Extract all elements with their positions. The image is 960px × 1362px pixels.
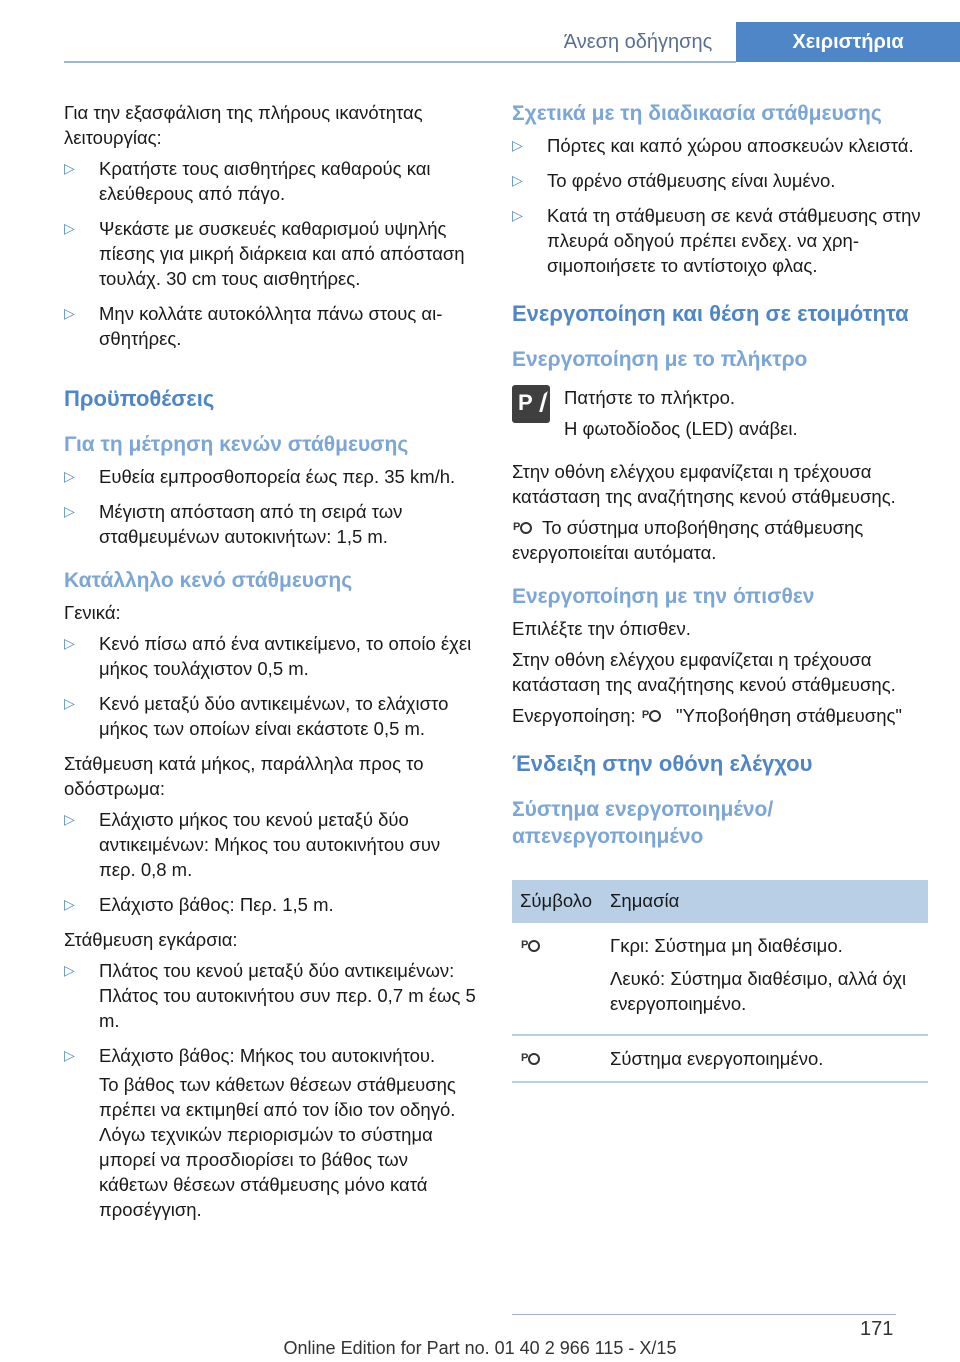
column-header-meaning: Σημασία: [602, 880, 928, 923]
triangle-bullet-icon: ▷: [512, 207, 523, 223]
triangle-bullet-icon: ▷: [64, 160, 75, 176]
led-instruction: Η φωτοδίοδος (LED) ανάβει.: [564, 418, 798, 439]
list-item: ▷ Μέγιστη απόσταση από τη σειρά των σταθμευμένων αυτοκινήτων: 1,5 m.: [64, 501, 403, 547]
select-reverse-text: Επιλέξτε την όπισθεν.: [512, 618, 691, 639]
parallel-list: [64, 807, 478, 917]
list-item: ▷ Ελάχιστο βάθος: Περ. 1,5 m.: [64, 894, 334, 915]
table-cell-meaning: Γκρι: Σύστημα μη διαθέσιμο. Λευκό: Σύστημα διαθέσιμο, αλλά όχι ενεργοποιημένο.: [602, 923, 928, 1035]
press-instruction: Πατήστε το πλήκτρο.: [564, 387, 736, 408]
heading-display: Ένδειξη στην οθόνη ελέγχου: [512, 751, 813, 776]
header-rule: [64, 61, 736, 63]
table-cell-meaning: Σύστημα ενεργοποιημένο.: [602, 1035, 928, 1082]
page-header: [0, 0, 960, 62]
triangle-bullet-icon: ▷: [64, 811, 75, 827]
heading-measurement: Για τη μέτρηση κενών στάθμευσης: [64, 433, 409, 456]
display-status-text: Στην οθόνη ελέγχου εμφανίζεται η τρέχουσα κατάσταση της αναζήτησης κενού στάθμευσης.: [512, 461, 896, 507]
park-assist-button-icon: P: [512, 385, 550, 423]
triangle-bullet-icon: ▷: [64, 896, 75, 912]
list-item: ▷ Ελάχιστο βάθος: Μήκος του αυτοκινήτου.: [64, 1045, 436, 1066]
table-cell-symbol: [512, 923, 602, 1035]
header-section: Άνεση οδήγησης: [563, 31, 713, 53]
triangle-bullet-icon: ▷: [64, 468, 75, 484]
list-item: ▷ Μην κολλάτε αυτοκόλλητα πάνω στους αισθητήρες.: [64, 303, 443, 349]
triangle-bullet-icon: ▷: [64, 503, 75, 519]
list-item: ▷ Ελάχιστο μήκος του κενού μεταξύ δύο αντικειμένων: Μήκος του αυτοκινήτου συν περ. 0,8 m.: [64, 809, 441, 880]
triangle-bullet-icon: ▷: [64, 220, 75, 236]
heading-activation: Ενεργοποίηση και θέση σε ετοιμότητα: [512, 301, 909, 326]
right-column: [512, 100, 932, 1083]
table-cell-symbol: [512, 1035, 602, 1082]
column-header-symbol: Σύμβολο: [512, 880, 602, 923]
perpendicular-list: [64, 958, 478, 1068]
park-assist-symbol-icon: P: [520, 935, 544, 955]
heading-button-activation: Ενεργοποίηση με το πλήκτρο: [512, 348, 808, 371]
perpendicular-note: Το βάθος των κάθετων θέσεων στάθμευσης πρέπει να εκτιμηθεί από τον ίδιο τον οδηγό. Λόγω τεχνικών περιορισμών το σύστημα μπορεί να προσδιορίσει το βάθος των κάθετων θέσεων στάθμευσης μόνο κατά προσέγγιση.: [99, 1074, 456, 1220]
triangle-bullet-icon: ▷: [64, 1047, 75, 1063]
measure-list: [64, 464, 478, 549]
general-label: Γενικά:: [64, 602, 121, 623]
park-assist-symbol-icon: P: [512, 517, 536, 537]
list-item: ▷ Ψεκάστε με συσκευές καθαρισμού υψηλής πίεσης για μικρή διάρκεια και από απόσταση τουλάχ. 30 cm τους αισθητήρες.: [64, 218, 465, 289]
table-row: [512, 923, 928, 1035]
triangle-bullet-icon: ▷: [512, 172, 523, 188]
auto-activation-text: P Το σύστημα υποβοήθησης στάθμευσης ενεργοποιείται αυτόματα.: [512, 517, 864, 563]
list-item: ▷ Πόρτες και καπό χώρου αποσκευών κλειστά.: [512, 135, 914, 156]
heading-parking-procedure: Σχετικά με τη διαδικασία στάθμευσης: [512, 102, 882, 125]
parallel-label: Στάθμευση κατά μήκος, παράλληλα προς το οδόστρωμα:: [64, 753, 424, 799]
symbol-table: [512, 880, 928, 1083]
triangle-bullet-icon: ▷: [64, 635, 75, 651]
park-assist-active-symbol-icon: P: [520, 1048, 544, 1068]
heading-system-state: Σύστημα ενεργοποιημένο/ απενεργοποιημένο: [512, 798, 774, 848]
list-item: ▷ Ευθεία εμπροσθοπορεία έως περ. 35 km/h.: [64, 466, 456, 487]
header-chapter: Χειριστήρια: [736, 22, 960, 62]
list-item: ▷ Κενό μεταξύ δύο αντικειμένων, το ελάχιστο μήκος των οποίων είναι εκάστοτε 0,5 m.: [64, 693, 449, 739]
triangle-bullet-icon: ▷: [64, 305, 75, 321]
display-status-text-2: Στην οθόνη ελέγχου εμφανίζεται η τρέχουσα κατάσταση της αναζήτησης κενού στάθμευσης.: [512, 649, 896, 695]
perpendicular-label: Στάθμευση εγκάρσια:: [64, 929, 238, 950]
edition-footer: Online Edition for Part no. 01 40 2 966 115 - X/15: [283, 1338, 677, 1358]
table-header-row: [512, 880, 928, 923]
list-item: ▷ Κρατήστε τους αισθητήρες καθαρούς και ελεύθερους από πάγο.: [64, 158, 431, 204]
heading-suitable-space: Κατάλληλο κενό στάθμευσης: [64, 569, 353, 592]
page-number: 171: [860, 1318, 894, 1340]
list-item: ▷ Κενό πίσω από ένα αντικείμενο, το οποίο έχει μήκος τουλάχιστον 0,5 m.: [64, 633, 472, 679]
park-assist-symbol-icon: P: [641, 705, 665, 725]
intro-list: [64, 156, 478, 351]
table-row: [512, 1035, 928, 1082]
list-item: ▷ Κατά τη στάθμευση σε κενά στάθμευσης στην πλευρά οδηγού πρέπει ενδεχ. να χρησιμοποιήσετε το αντίστοιχο φλας.: [512, 205, 921, 276]
activation-text: Ενεργοποίηση: P "Υποβοήθηση στάθμευσης": [512, 705, 902, 726]
intro-text: Για την εξασφάλιση της πλήρους ικανότητας λειτουργίας:: [64, 102, 423, 148]
triangle-bullet-icon: ▷: [64, 695, 75, 711]
list-item: ▷ Το φρένο στάθμευσης είναι λυμένο.: [512, 170, 836, 191]
triangle-bullet-icon: ▷: [512, 137, 523, 153]
left-column: [64, 100, 478, 1228]
heading-reverse-activation: Ενεργοποίηση με την όπισθεν: [512, 585, 815, 608]
button-instruction: [512, 385, 932, 447]
list-item: ▷ Πλάτος του κενού μεταξύ δύο αντικειμένων: Πλάτος του αυτοκινήτου συν περ. 0,7 m έως 5 m.: [64, 960, 476, 1031]
general-list: [64, 631, 478, 741]
triangle-bullet-icon: ▷: [64, 962, 75, 978]
procedure-list: [512, 133, 932, 278]
heading-prerequisites: Προϋποθέσεις: [64, 386, 215, 411]
footer-rule: [512, 1314, 896, 1315]
